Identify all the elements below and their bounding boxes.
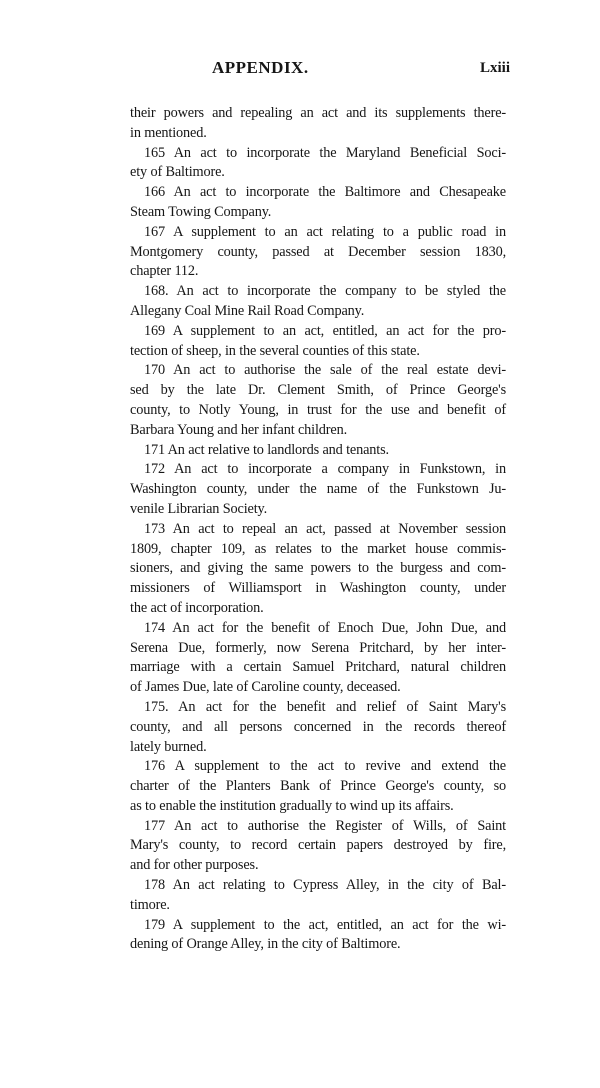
text-line: 177 An act to authorise the Register of Wills, of Saint: [144, 817, 506, 834]
text-line: Mary's county, to record certain papers destroyed by fire,: [130, 837, 506, 854]
act-entry: [130, 619, 506, 698]
text-line: sed by the late Dr. Clement Smith, of Prince George's: [130, 382, 506, 399]
page-number: Lxiii: [479, 60, 510, 76]
text-line: chapter 112.: [130, 263, 199, 280]
text-line: 166 An act to incorporate the Baltimore and Chesapeake: [144, 184, 506, 201]
text-line: 165 An act to incorporate the Maryland Beneficial Soci-: [144, 144, 506, 161]
text-line: 170 An act to authorise the sale of the real estate devi-: [144, 362, 506, 379]
text-line: timore.: [130, 896, 170, 913]
text-line: county, to Notly Young, in trust for the use and benefit of: [130, 401, 506, 418]
text-line: their powers and repealing an act and its supplements there-: [130, 105, 506, 121]
running-header: [130, 58, 510, 82]
text-line: dening of Orange Alley, in the city of Baltimore.: [130, 936, 401, 953]
text-line: 178 An act relating to Cypress Alley, in the city of Bal-: [144, 877, 506, 894]
text-line: marriage with a certain Samuel Pritchard, natural children: [130, 659, 506, 676]
text-line: 168. An act to incorporate the company to be styled the: [144, 283, 506, 300]
act-entry: [130, 520, 506, 619]
text-line: 175. An act for the benefit and relief of Saint Mary's: [144, 698, 506, 715]
act-entry: [130, 460, 506, 519]
text-line: Steam Towing Company.: [130, 203, 272, 220]
act-entry: [130, 916, 506, 956]
act-entry: [130, 322, 506, 362]
act-entry: [130, 817, 506, 876]
text-line: 176 A supplement to the act to revive and extend the: [144, 758, 506, 775]
act-entry: [130, 144, 506, 184]
text-line: Serena Due, formerly, now Serena Pritchard, by her inter-: [130, 639, 506, 656]
act-entry: [130, 361, 506, 440]
text-line: Barbara Young and her infant children.: [130, 421, 348, 438]
text-line: venile Librarian Society.: [130, 500, 268, 517]
act-entry: [130, 441, 506, 461]
text-line: 174 An act for the benefit of Enoch Due, John Due, and: [144, 619, 506, 636]
text-line: tection of sheep, in the several counties of this state.: [130, 342, 420, 359]
text-line: missioners of Williamsport in Washington county, under: [130, 580, 506, 597]
text-line: and for other purposes.: [130, 857, 259, 874]
text-line: sioners, and giving the same powers to the burgess and com-: [130, 560, 506, 577]
text-line: of James Due, late of Caroline county, deceased.: [130, 679, 401, 696]
text-line: Washington county, under the name of the Funkstown Ju-: [130, 481, 506, 498]
act-entry: [130, 183, 506, 223]
text-line: 1809, chapter 109, as relates to the market house commis-: [130, 540, 506, 557]
text-line: ety of Baltimore.: [130, 164, 225, 181]
text-line: 172 An act to incorporate a company in Funkstown, in: [144, 461, 506, 478]
act-entry: [130, 282, 506, 322]
act-entry: [130, 223, 506, 282]
document-body: [130, 104, 506, 955]
text-line: in mentioned.: [130, 124, 207, 141]
text-line: 179 A supplement to the act, entitled, an act for the wi-: [144, 916, 506, 933]
text-line: 171 An act relative to landlords and tenants.: [144, 441, 389, 458]
text-line: charter of the Planters Bank of Prince George's county, so: [130, 778, 506, 795]
act-entry: [130, 698, 506, 757]
act-entry: [130, 757, 506, 816]
text-line: county, and all persons concerned in the records thereof: [130, 718, 506, 735]
act-entry: [130, 104, 506, 144]
text-line: 167 A supplement to an act relating to a public road in: [144, 223, 506, 240]
act-entry: [130, 876, 506, 916]
text-line: Montgomery county, passed at December session 1830,: [130, 243, 506, 260]
page-title: APPENDIX.: [212, 58, 309, 77]
text-line: as to enable the institution gradually to wind up its affairs.: [130, 797, 454, 814]
text-line: lately burned.: [130, 738, 207, 755]
text-line: 169 A supplement to an act, entitled, an act for the pro-: [144, 322, 506, 339]
text-line: Allegany Coal Mine Rail Road Company.: [130, 302, 365, 319]
text-line: the act of incorporation.: [130, 599, 264, 616]
text-line: 173 An act to repeal an act, passed at November session: [144, 520, 506, 537]
